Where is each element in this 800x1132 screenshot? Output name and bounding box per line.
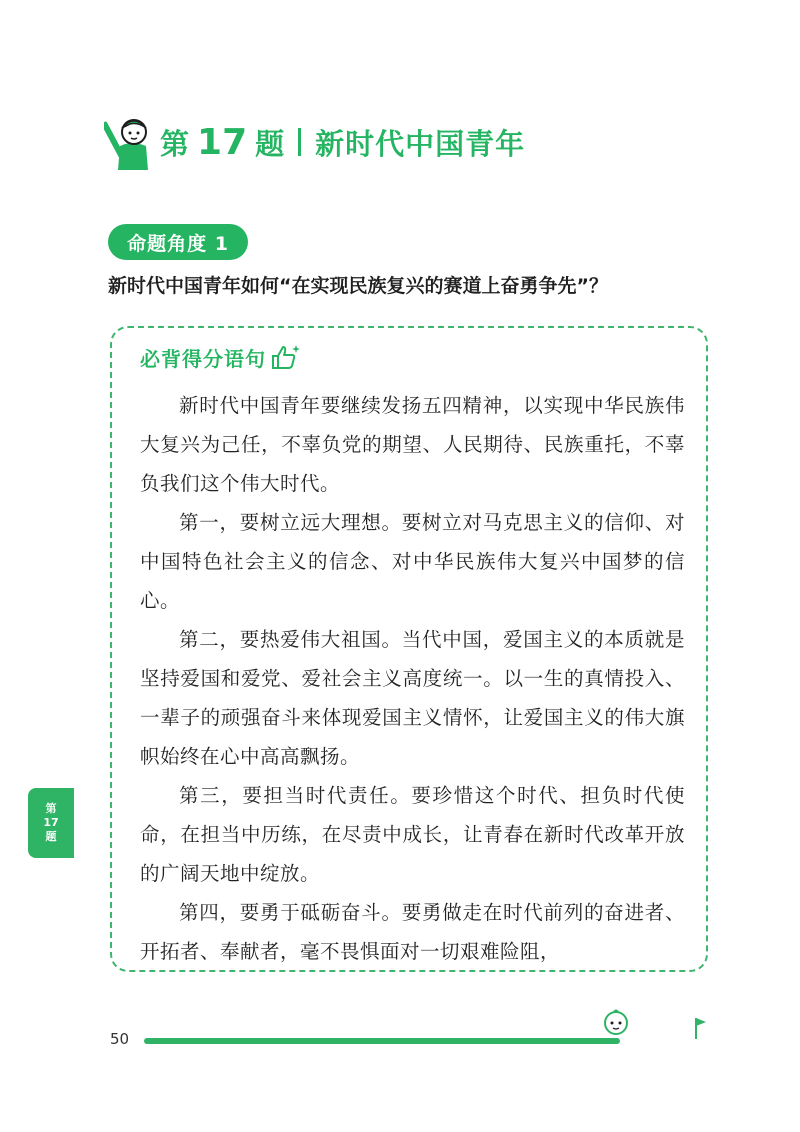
chapter-side-tab xyxy=(28,788,74,858)
title-prefix: 第 xyxy=(160,126,190,161)
title-label xyxy=(160,122,284,163)
page-number: 50 xyxy=(110,1030,130,1048)
paragraph-third: 第三，要担当时代责任。要珍惜这个时代、担负时代使命，在担当中历练，在尽责中成长，让青春在新时代改革开放的广阔天地中绽放。 xyxy=(140,784,685,885)
box-title xyxy=(140,340,300,374)
question-text: 新时代中国青年如何“在实现民族复兴的赛道上奋勇争先”？ xyxy=(108,275,608,297)
angle-badge: 命题角度 1 xyxy=(108,224,248,260)
paragraph-second: 第二，要热爱伟大祖国。当代中国，爱国主义的本质就是坚持爱国和爱党、爱社会主义高度统一。以一生的真情投入、一辈子的顽强奋斗来体现爱国主义情怀，让爱国主义的伟大旗帜始终在心中高高飘扬。 xyxy=(140,628,685,768)
side-tab-line2: 17 xyxy=(43,816,59,829)
side-tab-line3: 题 xyxy=(45,830,57,843)
paragraph-fourth: 第四，要勇于砥砺奋斗。要勇做走在时代前列的奋进者、开拓者、奉献者，毫不畏惧面对一切艰难险阻， xyxy=(140,901,685,963)
thumbs-up-icon xyxy=(270,343,300,371)
box-title-text: 必背得分语句 xyxy=(140,346,266,371)
side-tab-line1: 第 xyxy=(45,802,57,815)
title-divider xyxy=(298,128,301,156)
mascot-icon xyxy=(104,112,160,172)
title-number: 17 xyxy=(197,121,248,163)
bean-face-icon xyxy=(602,1008,630,1036)
paragraph-intro: 新时代中国青年要继续发扬五四精神，以实现中华民族伟大复兴为己任，不辜负党的期望、人民期待、民族重托，不辜负我们这个伟大时代。 xyxy=(140,394,685,495)
title-topic: 新时代中国青年 xyxy=(315,126,526,161)
key-sentences-body xyxy=(140,386,685,971)
page-title xyxy=(160,120,525,164)
title-suffix: 题 xyxy=(255,126,285,161)
paragraph-first: 第一，要树立远大理想。要树立对马克思主义的信仰、对中国特色社会主义的信念、对中华民族伟大复兴中国梦的信心。 xyxy=(140,511,685,612)
footer-bar xyxy=(144,1038,620,1044)
flag-icon xyxy=(692,1016,708,1040)
